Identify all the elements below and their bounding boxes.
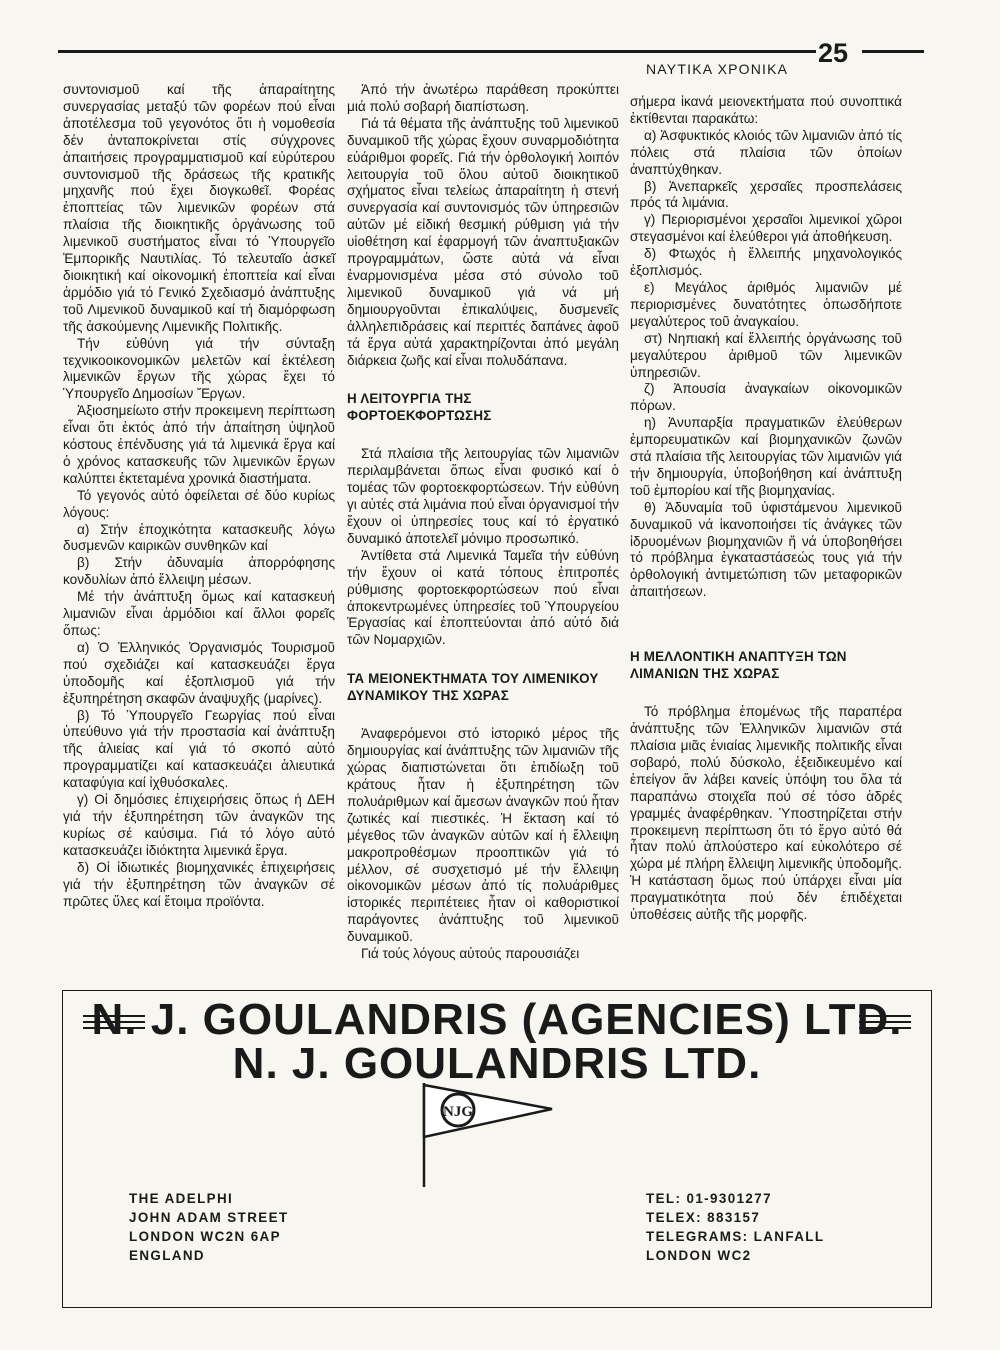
paragraph: συντονισμοῦ καί τῆς ἀπαραίτητης συνεργασίας μεταξύ τῶν φορέων πού εἶναι ἀποτέλεσμα τοῦ γεγονότος ὅτι ἡ νομοθεσία δέν ἀνταποκρίνεται στίς σύγχρονες ἀπαιτήσεις προγραμματισμοῦ καί εὐρύτερου συντονισμοῦ τῆς δράσεως τῆς κρατικῆς μηχανῆς πού ἔχει διογκωθεῖ. Φορέας ἐποπτείας τῶν λιμενικῶν φορέων στά πλαίσια τῆς διοικητικῆς ὀργάνωσης τοῦ λιμενικοῦ συστήματος εἶναι τό Ὑπουργεῖο Ἐμπορικῆς Ναυτιλίας. Τό τελευταῖο ἀσκεῖ διοικητική καί οἰκονομική ἐποπτεία καί εἶναι ἁρμόδιο γιά τό Γενικό Σχεδιασμό ἀνάπτυξης τοῦ Λιμενικοῦ δυναμικοῦ καί τή διαμόρφωση τῆς ἀσκούμενης Λιμενικῆς Πολιτικῆς. — [63, 82, 335, 334]
article-column-3 — [630, 94, 902, 924]
article-column-1 — [63, 82, 335, 910]
paragraph: Μέ τήν ἀνάπτυξη ὅμως καί κατασκευή λιμανιῶν εἶναι ἁρμόδιοι καί ἄλλοι φορεῖς ὅπως: — [63, 589, 335, 638]
section-heading: Η ΜΕΛΛΟΝΤΙΚΗ ΑΝΑΠΤΥΞΗ ΤΩΝ ΛΙΜΑΝΙΩΝ ΤΗΣ ΧΩΡΑΣ — [630, 649, 847, 681]
company-contact — [646, 1189, 824, 1265]
section-heading: ΤΑ ΜΕΙΟΝΕΚΤΗΜΑΤΑ ΤΟΥ ΛΙΜΕΝΙΚΟΥ ΔΥΝΑΜΙΚΟΥ ΤΗΣ ΧΩΡΑΣ — [347, 671, 599, 703]
address-line: THE ADELPHI — [129, 1191, 234, 1206]
contact-line: TEL: 01-9301277 — [646, 1191, 772, 1206]
company-address — [129, 1189, 289, 1265]
logo-monogram: NJG — [443, 1104, 473, 1120]
pennant-flag-logo — [418, 1079, 558, 1189]
company-name-primary: N. J. GOULANDRIS (AGENCIES) LTD. — [91, 995, 903, 1044]
magazine-title: ΝΑΥΤΙΚΑ ΧΡΟΝΙΚΑ — [646, 61, 789, 77]
paragraph: γ) Οἱ δημόσιες ἐπιχειρήσεις ὅπως ἡ ΔΕΗ γιά τήν ἐξυπηρέτηση τῶν ἀναγκῶν της κυρίως σέ καύσιμα. Γιά τό λόγο αὐτό κατασκευάζει ἰδιόκτητα λιμενικά ἔργα. — [63, 792, 335, 858]
paragraph: Γιά τούς λόγους αὐτούς παρουσιάζει — [361, 946, 580, 962]
paragraph: η) Ἀνυπαρξία πραγματικῶν ἐλεύθερων ἐμπορευματικῶν καί βιομηχανικῶν ζωνῶν στά πλαίσια τῆς λειτουργίας τῶν λιμανιῶν γιά τήν δημιουργία, ὑποβοήθηση καί ἀνάπτυξη τοῦ ἐμπορίου καί τῆς βιομηχανίας. — [630, 415, 902, 498]
advertisement-box — [62, 990, 932, 1308]
header-rule-right — [862, 50, 924, 53]
address-line: LONDON WC2N 6AP — [129, 1229, 281, 1244]
company-name-secondary: N. J. GOULANDRIS LTD. — [232, 1039, 762, 1088]
paragraph: σήμερα ἱκανά μειονεκτήματα πού συνοπτικά ἐκτίθενται παρακάτω: — [630, 94, 902, 126]
article-column-2 — [347, 82, 619, 963]
address-line: JOHN ADAM STREET — [129, 1210, 289, 1225]
contact-line: TELEGRAMS: LANFALL — [646, 1229, 825, 1244]
paragraph: δ) Φτωχός ἡ ἔλλειπής μηχανολογικός ἐξοπλισμός. — [630, 246, 902, 279]
section-heading: Η ΛΕΙΤΟΥΡΓΙΑ ΤΗΣ ΦΟΡΤΟΕΚΦΟΡΤΩΣΗΣ — [347, 391, 492, 423]
paragraph: Ἀπό τήν ἀνωτέρω παράθεση προκύπτει μιά πολύ σοβαρή διαπίστωση. — [347, 82, 619, 114]
paragraph: Τήν εὐθύνη γιά τήν σύνταξη τεχνικοοικονομικῶν μελετῶν καί ἐκτέλεση λιμενικῶν ἔργων τῆς χώρας ἔχει τό Ὑπουργεῖο Δημοσίων Ἔργων. — [63, 335, 335, 402]
paragraph: α) Ἀσφυκτικός κλοιός τῶν λιμανιῶν ἀπό τίς πόλεις στά πλαίσια τῶν ὁποίων ἀναπτύχθηκαν. — [630, 127, 903, 177]
paragraph: στ) Νηπιακή καί ἔλλειπής ὀργάνωσης τοῦ μεγαλύτερου ἀριθμοῦ τῶν λιμενικῶν ὑπηρεσιῶν. — [630, 330, 902, 380]
address-line: ENGLAND — [129, 1248, 206, 1263]
paragraph: θ) Ἀδυναμία τοῦ ὑφιστάμενου λιμενικοῦ δυναμικοῦ νά ἱκανοποιήσει τίς ἀνάγκες τῶν ἱδρυομένων βιομηχανιῶν ἤ νά ὑποβοηθήσει τό πρόβλημα ἐγκαταστάσεώς τους γιά τήν ὀρθολογική ἀντιμετώπιση τῶν μεταφορικῶν ἀπαιτήσεων. — [630, 499, 902, 600]
paragraph: Ἀναφερόμενοι στό ἱστορικό μέρος τῆς δημιουργίας καί ἀνάπτυξης τῶν λιμανιῶν τῆς χώρας διαπιστώνεται ὅτι ἐπιδίωξη τοῦ κράτους ἦταν ἡ ἐξυπηρέτηση τῶν πολυάριθμων καί ἄμεσων ἀναγκῶν πού ἦταν ζωτικές καί πιεστικές. Ἡ ἔκταση καί τό μέγεθος τῶν ἀναγκῶν αὐτῶν καί ἡ ἔλλειψη μακροπροθέσμων προοπτικῶν γιά τό μέλλον, σέ συσχετισμό μέ τήν ἔλλειψη οἰκονομικῶν μέσων ἀπό τίς πολυάριθμες ἱστορικές περιπέτειες ἦταν οἱ καθοριστικοί παράγοντες ἀνάπτυξης τοῦ λιμενικοῦ δυναμικοῦ. — [347, 726, 619, 945]
contact-line: TELEX: 883157 — [646, 1210, 761, 1225]
paragraph: α) Ὁ Ἑλληνικός Ὀργανισμός Τουρισμοῦ πού σχεδιάζει καί κατασκευάζει ἔργα ὑποδομῆς καί ἐξοπλισμοῦ γιά τήν ἐξυπηρέτηση σκαφῶν ἀναψυχῆς (μαρίνες). — [63, 639, 335, 706]
paragraph: Στά πλαίσια τῆς λειτουργίας τῶν λιμανιῶν περιλαμβάνεται ὅπως εἶναι φυσικό καί ὁ τομέας τῶν φορτοεκφορτώσεων. Τήν εὐθύνη γι αὐτές στά λιμάνια πού εἶναι ὀργανισμοί τήν ἔχουν οἱ ὑπηρεσίες τους καί τό ἐργατικό δυναμικό ἀποτελεῖ μόνιμο προσωπικό. — [347, 446, 619, 546]
paragraph: β) Ἀνεπαρκεῖς χερσαῖες προσπελάσεις πρός τά λιμάνια. — [630, 178, 902, 211]
paragraph: ε) Μεγάλος ἀριθμός λιμανιῶν μέ περιορισμένες δυνατότητες ὁπωσδήποτε μεγαλύτερος τοῦ ἀναγκαίου. — [630, 279, 902, 329]
paragraph: β) Στήν ἀδυναμία ἀπορρόφησης κονδυλίων ἀπό ἔλλειψη μέσων. — [63, 555, 335, 588]
paragraph: β) Τό Ὑπουργεῖο Γεωργίας πού εἶναι ὑπεύθυνο γιά τήν προστασία καί ἀνάπτυξη τῆς ἁλιείας καί γιά τό σκοπό αὐτό προγραμματίζει καί κατασκευάζει ἁλιευτικά καταφύγια καί ἰχθυόσκαλες. — [63, 707, 335, 791]
page-number: 25 — [818, 38, 849, 68]
paragraph: ζ) Ἀπουσία ἀναγκαίων οἰκονομικῶν πόρων. — [630, 381, 902, 414]
paragraph: Ἀντίθετα στά Λιμενικά Ταμεῖα τήν εὐθύνη τήν ἔχουν οἱ κατά τόπους ἐπιτροπές ρύθμισης φορτοεκφορτώσεων πού εἶναι ἀποκεντρωμένες ὑπηρεσίες τοῦ Ὑπουργείου Ἐργασίας καί ἐποπτεύονται ἀπό αὐτό διά τῶν Νομαρχιῶν. — [347, 547, 619, 648]
paragraph: α) Στήν ἐποχικότητα κατασκευῆς λόγω δυσμενῶν καιρικῶν συνθηκῶν καί — [63, 521, 335, 554]
paragraph: γ) Περιορισμένοι χερσαῖοι λιμενικοί χῶροι στεγασμένοι καί ἐλεύθεροι γιά ἀποθήκευση. — [630, 212, 902, 245]
contact-line: LONDON WC2 — [646, 1248, 752, 1263]
paragraph: Τό πρόβλημα ἑπομένως τῆς παραπέρα ἀνάπτυξης τῶν Ἑλληνικῶν λιμανιῶν στά πλαίσια μιᾶς ἑνιαίας λιμενικῆς πολιτικῆς εἶναι σοβαρό, πολύ δύσκολο, ἐξειδικευμένο καί ἐπείγον ἄν λάβει κανείς ὑπόψη του ὅλα τά παραπάνω στοιχεῖα πού σέ τόσο ἁδρές γραμμές ἀναφέρθηκαν. Ὑποστηρίζεται στήν προκειμενη περίπτωση ὅτι τό ἔργο αὐτό θά ἦταν πολύ ἁπλούστερο καί εὐκολότερο σέ χώρα μέ πλήρη ἔλλειψη λιμενικῆς ὑποδομῆς. Ἡ κατάσταση ὅμως πού ὑπάρχει εἶναι μία πραγματικότητα πού δέν ἐπιδέχεται ὑποθέσεις αὐτῆς τῆς μορφῆς. — [630, 704, 902, 923]
paragraph: δ) Οἱ ἰδιωτικές βιομηχανικές ἐπιχειρήσεις γιά τήν ἐξυπηρέτηση τῶν ἀναγκῶν σέ πρῶτες ὕλες καί ἕτοιμα προϊόντα. — [63, 859, 335, 909]
paragraph: Γιά τά θέματα τῆς ἀνάπτυξης τοῦ λιμενικοῦ δυναμικοῦ τῆς χώρας ἔχουν συναρμοδιότητα εὐάριθμοι φορεῖς. Γιά τήν ὀρθολογική λοιπόν λειτουργία τοῦ ὅλου αὐτοῦ διοικητικοῦ σχήματος εἶναι τελείως ἀπαραίτητη ἡ στενή συνεργασία καί συντονισμός τῶν ὑπηρεσιῶν αὐτῶν μέ εἰδική θεσμική ρύθμιση γιά τήν υἱοθέτηση καί ἐφαρμογή τῶν ἀναπτυξιακῶν προγραμμάτων, ὥστε αὐτά νά εἶναι ἐναρμονισμένα μέσα στό σύνολο τοῦ λιμενικοῦ δυναμικοῦ γιά νά μή δημιουργοῦνται ἐπικαλύψεις, δυσμενεῖς ἀλληλεπιδράσεις καί περιττές δαπάνες ἀφοῦ τά ἔργα αὐτά χαρακτηρίζονται ἀπό μεγάλη διάρκεια ζωῆς καί εἶναι πολυδάπανα. — [347, 115, 619, 368]
paragraph: Τό γεγονός αὐτό ὀφείλεται σέ δύο κυρίως λόγους: — [63, 487, 335, 520]
header-rule-left — [58, 50, 816, 53]
paragraph: Ἀξιοσημείωτο στήν πρoκειμενη περίπτωση εἶναι ὅτι ἐκτός ἀπό τήν ἀπαίτηση ὑψηλοῦ κόστους ἐπένδυσης γιά τά λιμενικά ἔργα καί ὁ χρόνος κατασκευῆς τῶν λιμενικῶν ἔργων καλύπτει ἐκτεταμένα χρονικά διαστήματα. — [63, 403, 335, 486]
